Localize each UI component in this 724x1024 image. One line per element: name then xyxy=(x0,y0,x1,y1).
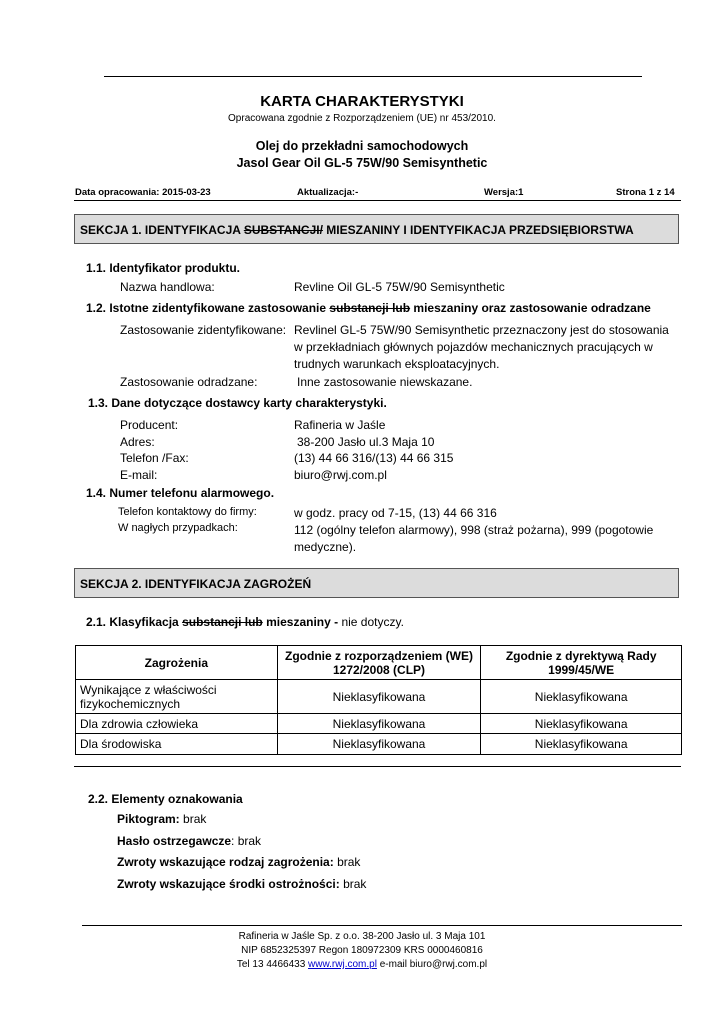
table-header-row xyxy=(76,646,682,680)
phone-label: Telefon /Fax: xyxy=(120,451,189,465)
producer-label: Producent: xyxy=(120,418,179,432)
issue-date: Data opracowania: 2015-03-23 xyxy=(75,187,211,198)
heading-1-2-pre: 1.2. Istotne zidentyfikowane zastosowanie xyxy=(86,301,330,315)
heading-2-1-value: nie dotyczy. xyxy=(338,615,404,629)
discouraged-use-label: Zastosowanie odradzane: xyxy=(120,375,258,389)
address-label: Adres: xyxy=(120,435,155,449)
version-info: Wersja:1 xyxy=(484,187,524,198)
product-name: Jasol Gear Oil GL-5 75W/90 Semisynthetic xyxy=(236,156,488,170)
company-contact-label: Telefon kontaktowy do firmy: xyxy=(118,506,257,518)
table-row xyxy=(76,714,682,734)
precautionary-statements-line xyxy=(117,877,366,891)
heading-2-1-pre: 2.1. Klasyfikacja xyxy=(86,615,183,629)
pictogram-value: brak xyxy=(179,812,207,826)
section-1-title-post: MIESZANINY I IDENTYFIKACJA PRZEDSIĘBIORSTWA xyxy=(322,223,634,237)
directive-line-2: 1999/45/WE xyxy=(548,662,615,677)
table-row xyxy=(76,734,682,755)
footer-website-link[interactable]: www.rwj.com.pl xyxy=(308,959,377,970)
table-cell-directive: Nieklasyfikowana xyxy=(481,680,682,714)
identified-use-line-1: Revlinel GL-5 75W/90 Semisynthetic przeznaczony jest do stosowania xyxy=(294,323,669,337)
phone-value: (13) 44 66 316/(13) 44 66 315 xyxy=(294,451,454,465)
footer-phone: Tel 13 4466433 xyxy=(236,959,309,970)
email-label: E-mail: xyxy=(120,468,158,482)
company-contact-value: w godz. pracy od 7-15, (13) 44 66 316 xyxy=(294,506,497,520)
update-info: Aktualizacja:- xyxy=(297,187,359,198)
signal-word-value: : brak xyxy=(231,834,262,848)
table-cell-hazard xyxy=(76,680,278,714)
table-cell-hazard: Dla środowiska xyxy=(76,734,278,755)
identified-use-line-2: w przekładniach głównych pojazdów mechanicznych pracujących w xyxy=(294,340,653,354)
hazard-statements-value: brak xyxy=(333,855,361,869)
top-rule xyxy=(104,76,642,77)
clp-line-1: Zgodnie z rozporządzeniem (WE) xyxy=(285,648,473,663)
identified-use-line-3: trudnych warunkach eksploatacyjnych. xyxy=(294,357,500,371)
table-cell-clp: Nieklasyfikowana xyxy=(277,714,481,734)
section-1-header xyxy=(74,214,679,244)
section-2-rule xyxy=(74,766,681,767)
document-title: KARTA CHARAKTERYSTYKI xyxy=(260,93,464,110)
trade-name-value: Revline Oil GL-5 75W/90 Semisynthetic xyxy=(294,280,505,294)
clp-line-2: 1272/2008 (CLP) xyxy=(332,662,426,677)
directive-line-1: Zgodnie z dyrektywą Rady xyxy=(505,648,657,663)
email-value: biuro@rwj.com.pl xyxy=(294,468,387,482)
producer-value: Rafineria w Jaśle xyxy=(294,418,386,432)
heading-2-1-strike: substancji lub xyxy=(182,615,263,629)
heading-1-3: 1.3. Dane dotyczące dostawcy karty charakterystyki. xyxy=(88,396,387,410)
address-value: 38-200 Jasło ul.3 Maja 10 xyxy=(297,435,435,449)
heading-1-1: 1.1. Identyfikator produktu. xyxy=(86,261,241,275)
row-1-label-2: fizykochemicznych xyxy=(80,696,181,711)
footer-line-3 xyxy=(0,959,724,970)
precautionary-statements-value: brak xyxy=(339,877,367,891)
meta-rule xyxy=(74,200,681,201)
table-header-hazards: Zagrożenia xyxy=(76,646,278,680)
emergency-label: W nagłych przypadkach: xyxy=(118,522,238,534)
discouraged-use-value: Inne zastosowanie niewskazane. xyxy=(297,375,473,389)
page-number: Strona 1 z 14 xyxy=(616,187,675,198)
table-cell-clp: Nieklasyfikowana xyxy=(277,734,481,755)
trade-name-label: Nazwa handlowa: xyxy=(120,280,215,294)
footer-rule xyxy=(82,925,682,926)
document-subtitle: Opracowana zgodnie z Rozporządzeniem (UE) nr 453/2010. xyxy=(228,113,496,124)
row-1-label-1: Wynikające z właściwości xyxy=(80,682,217,697)
signal-word-label: Hasło ostrzegawcze xyxy=(117,834,232,848)
heading-1-4: 1.4. Numer telefonu alarmowego. xyxy=(86,486,275,500)
table-cell-directive: Nieklasyfikowana xyxy=(481,734,682,755)
table-cell-directive: Nieklasyfikowana xyxy=(481,714,682,734)
heading-1-2-strike: substancji lub xyxy=(329,301,411,315)
table-cell-clp: Nieklasyfikowana xyxy=(277,680,481,714)
identified-use-label: Zastosowanie zidentyfikowane: xyxy=(120,323,287,337)
pictogram-line xyxy=(117,812,206,826)
heading-2-2: 2.2. Elementy oznakowania xyxy=(88,792,243,806)
emergency-line-1: 112 (ogólny telefon alarmowy), 998 (straż pożarna), 999 (pogotowie xyxy=(294,523,654,537)
section-1-title-strike: SUBSTANCJI/ xyxy=(243,223,323,237)
heading-2-1-post: mieszaniny - xyxy=(262,615,339,629)
product-category: Olej do przekładni samochodowych xyxy=(255,139,469,153)
hazard-table xyxy=(75,645,682,755)
heading-2-1 xyxy=(86,615,404,629)
hazard-statements-line xyxy=(117,855,360,869)
signal-word-line xyxy=(117,834,261,848)
table-header-clp xyxy=(277,646,481,680)
emergency-line-2: medyczne). xyxy=(294,540,357,554)
pictogram-label: Piktogram: xyxy=(117,812,180,826)
table-row xyxy=(76,680,682,714)
footer-line-1: Rafineria w Jaśle Sp. z o.o. 38-200 Jasło ul. 3 Maja 101 xyxy=(238,931,486,942)
table-cell-hazard: Dla zdrowia człowieka xyxy=(76,714,278,734)
section-2-header: SEKCJA 2. IDENTYFIKACJA ZAGROŻEŃ xyxy=(74,568,679,598)
heading-1-2 xyxy=(86,301,651,315)
hazard-statements-label: Zwroty wskazujące rodzaj zagrożenia: xyxy=(117,855,334,869)
table-header-directive xyxy=(481,646,682,680)
section-1-title-pre: SEKCJA 1. IDENTYFIKACJA xyxy=(80,223,244,237)
footer-line-2: NIP 6852325397 Regon 180972309 KRS 0000460816 xyxy=(241,945,483,956)
heading-1-2-post: mieszaniny oraz zastosowanie odradzane xyxy=(410,301,651,315)
precautionary-statements-label: Zwroty wskazujące środki ostrożności: xyxy=(117,877,340,891)
footer-email: e-mail biuro@rwj.com.pl xyxy=(376,959,488,970)
